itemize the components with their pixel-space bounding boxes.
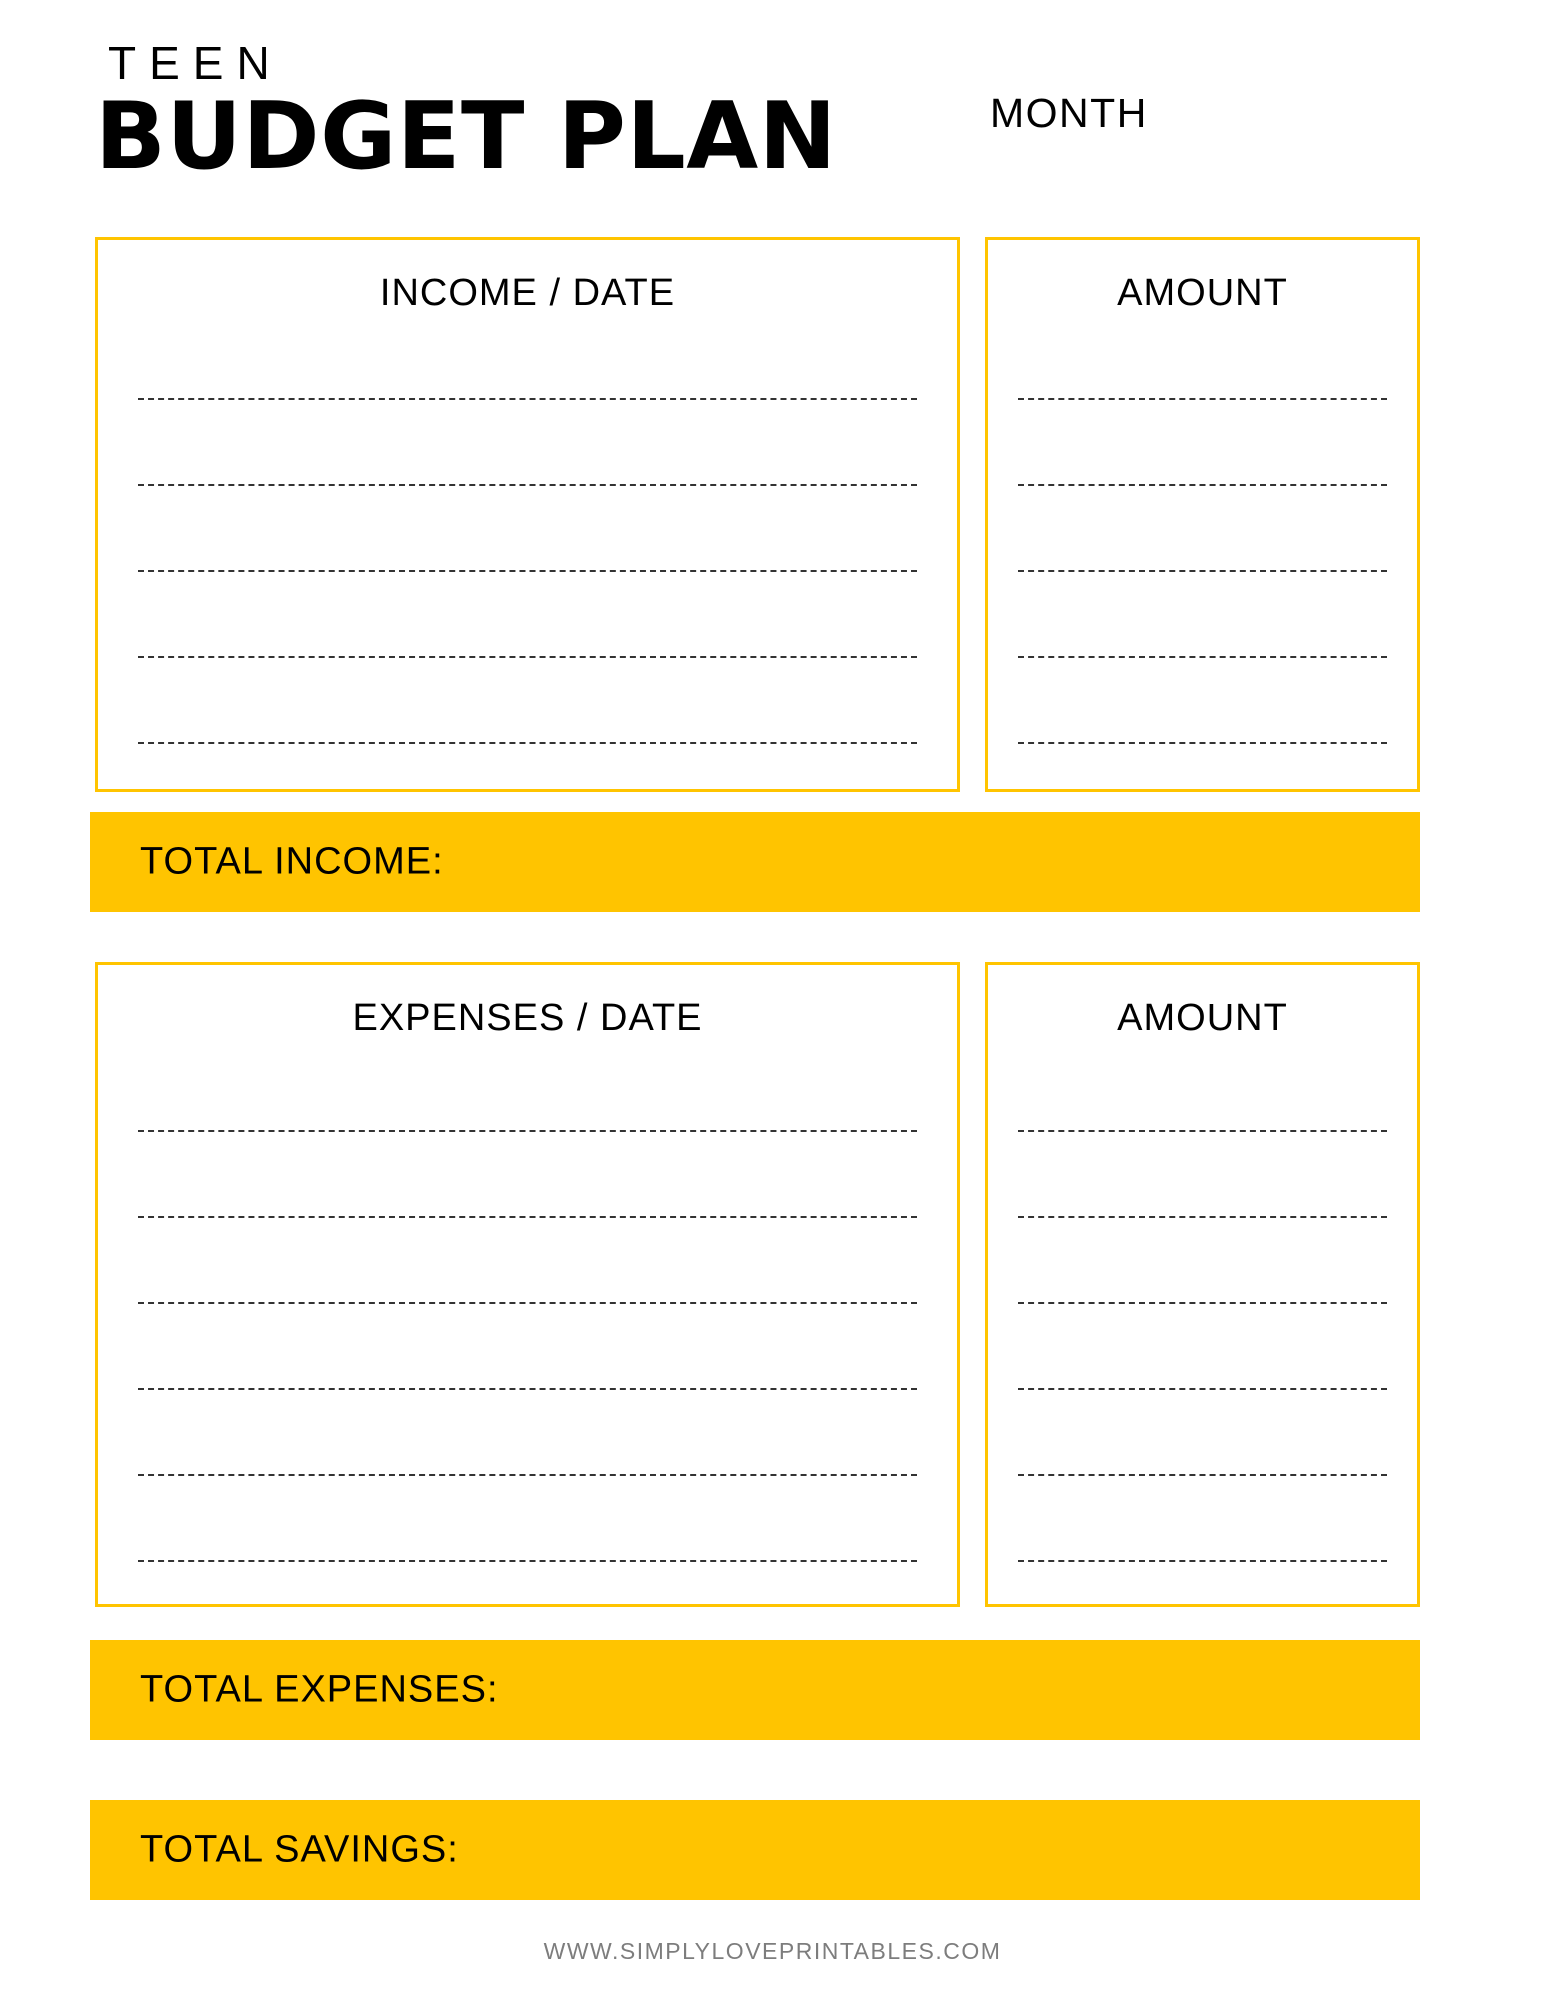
expenses-amount-column-header: AMOUNT: [1117, 997, 1288, 1039]
expenses-entry-line[interactable]: [138, 1216, 917, 1218]
income-column-header: INCOME / DATE: [379, 272, 676, 314]
month-field-label[interactable]: MONTH: [990, 90, 1148, 136]
expenses-amount-lines: [1018, 1130, 1387, 1646]
income-amount-line[interactable]: [1018, 398, 1387, 400]
income-amount-line[interactable]: [1018, 484, 1387, 486]
income-entry-lines: [138, 398, 917, 828]
expenses-entry-line[interactable]: [138, 1474, 917, 1476]
income-amount-lines: [1018, 398, 1387, 828]
income-entry-line[interactable]: [138, 656, 917, 658]
expenses-amount-line[interactable]: [1018, 1216, 1387, 1218]
total-savings-bar[interactable]: [90, 1800, 1420, 1900]
total-income-label: TOTAL INCOME:: [140, 840, 444, 883]
expenses-entry-line[interactable]: [138, 1560, 917, 1562]
income-entry-line[interactable]: [138, 484, 917, 486]
expenses-amount-line[interactable]: [1018, 1474, 1387, 1476]
total-savings-label: TOTAL SAVINGS:: [140, 1828, 459, 1871]
expenses-entry-line[interactable]: [138, 1388, 917, 1390]
income-amount-line[interactable]: [1018, 742, 1387, 744]
page-title: BUDGET PLAN: [95, 82, 838, 190]
page-header: [95, 37, 1455, 200]
expenses-amount-line[interactable]: [1018, 1302, 1387, 1304]
title-eyebrow: TEEN: [108, 37, 283, 89]
income-amount-box: [985, 237, 1420, 792]
total-expenses-label: TOTAL EXPENSES:: [140, 1668, 499, 1711]
income-amount-line[interactable]: [1018, 656, 1387, 658]
income-entry-line[interactable]: [138, 570, 917, 572]
expenses-entry-line[interactable]: [138, 1130, 917, 1132]
expenses-amount-box: [985, 962, 1420, 1607]
total-expenses-bar[interactable]: [90, 1640, 1420, 1740]
income-entries-box: [95, 237, 960, 792]
expenses-entry-lines: [138, 1130, 917, 1646]
income-amount-line[interactable]: [1018, 570, 1387, 572]
income-entry-line[interactable]: [138, 398, 917, 400]
expenses-column-header: EXPENSES / DATE: [352, 997, 703, 1039]
income-amount-column-header: AMOUNT: [1117, 272, 1288, 314]
expenses-entry-line[interactable]: [138, 1302, 917, 1304]
expenses-amount-line[interactable]: [1018, 1388, 1387, 1390]
expenses-amount-line[interactable]: [1018, 1130, 1387, 1132]
expenses-amount-line[interactable]: [1018, 1560, 1387, 1562]
expenses-entries-box: [95, 962, 960, 1607]
total-income-bar[interactable]: [90, 812, 1420, 912]
footer-url: WWW.SIMPLYLOVEPRINTABLES.COM: [543, 1938, 1002, 1964]
income-entry-line[interactable]: [138, 742, 917, 744]
